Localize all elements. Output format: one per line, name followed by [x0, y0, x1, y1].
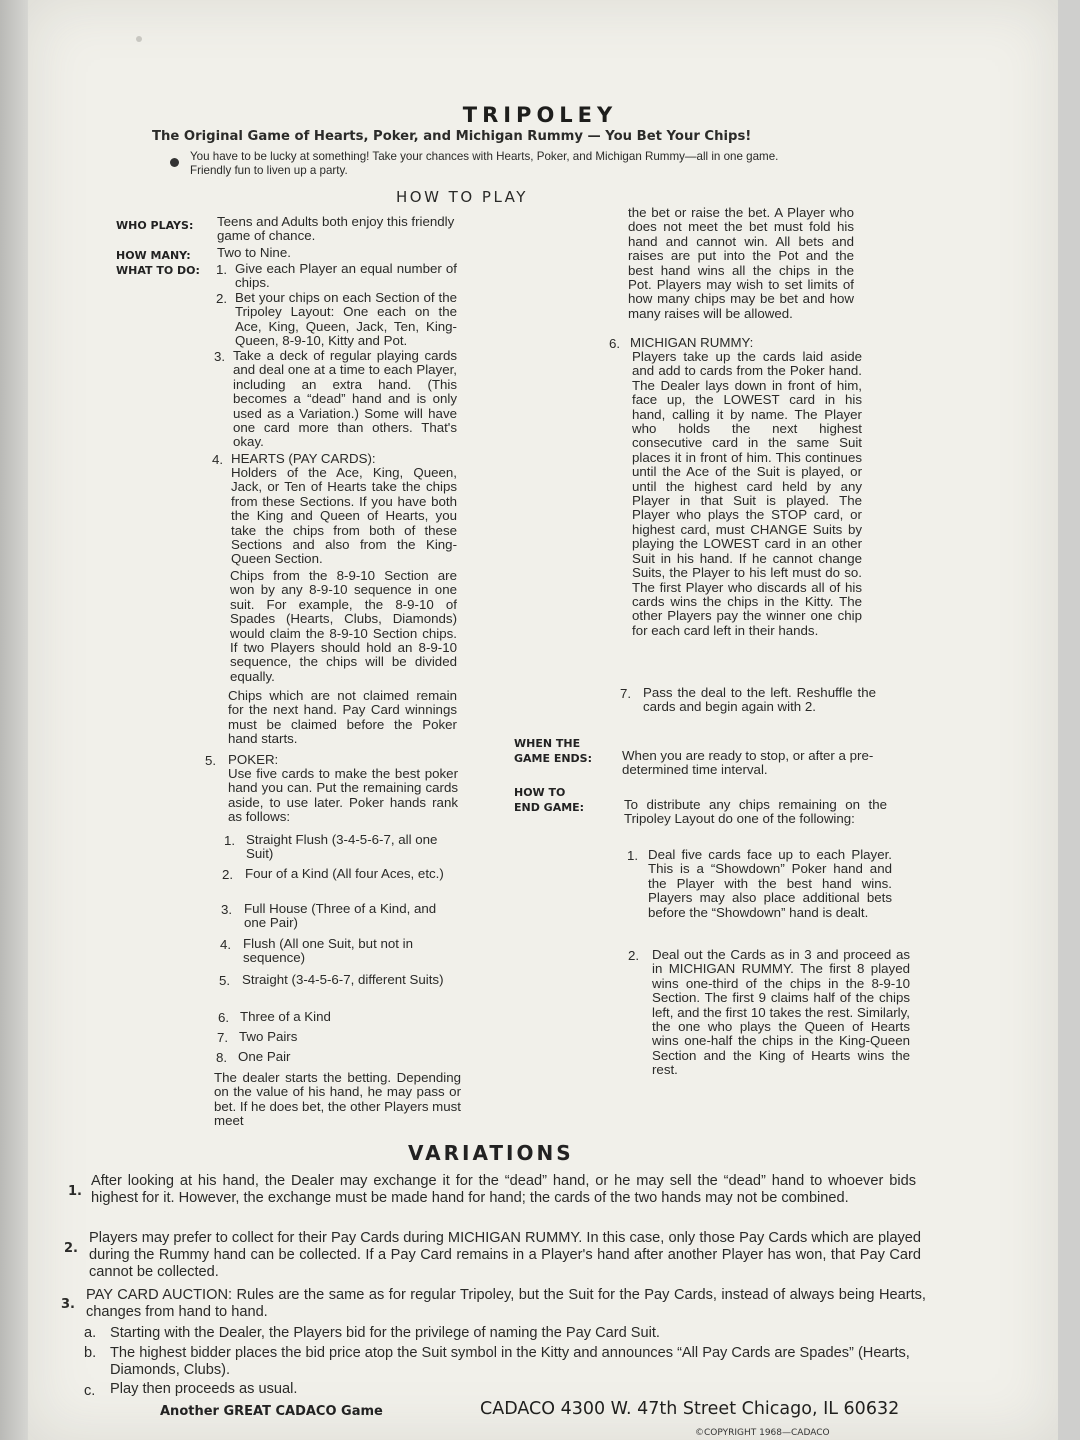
how-many-label: HOW MANY: [116, 249, 191, 262]
rank-number: 3. [221, 902, 233, 917]
step-number: 3. [214, 349, 226, 364]
rank-number: 6. [218, 1010, 230, 1025]
rank-number: 4. [220, 937, 232, 952]
sub-item-letter: a. [84, 1325, 97, 1341]
who-plays-label: WHO PLAYS: [116, 219, 194, 232]
step-text: Give each Player an equal number of chips. [235, 261, 457, 291]
footer-address: CADACO 4300 W. 47th Street Chicago, IL 60632 [480, 1399, 900, 1419]
document-subtitle: The Original Game of Hearts, Poker, and Michigan Rummy — You Bet Your Chips! [152, 129, 752, 144]
rank-text: Straight Flush (3-4-5-6-7, all one Suit) [246, 832, 438, 862]
step-number: 4. [212, 452, 224, 467]
step-text: Bet your chips on each Section of the Tripoley Layout: One each on the Ace, King, Queen, Jack, Ten, King-Queen, 8-9-10, Kitty and Pot. [235, 290, 457, 349]
variation-number: 1. [68, 1184, 82, 1199]
rank-text: Flush (All one Suit, but not in sequence) [243, 936, 413, 966]
what-to-do-label: WHAT TO DO: [116, 264, 200, 277]
step-number: 2. [216, 291, 228, 306]
rank-text: One Pair [238, 1049, 291, 1064]
when-game-ends-text: When you are ready to stop, or after a pre-determined time interval. [622, 748, 874, 778]
sub-item-letter: c. [84, 1383, 96, 1399]
step-text: Pass the deal to the left. Reshuffle the cards and begin again with 2. [643, 685, 876, 715]
hearts-paragraph: Chips from the 8-9-10 Section are won by any 8-9-10 sequence in one suit. For example, the 8-9-10 of Spades (Hearts, Clubs, Diamonds) would claim the 8-9-10 Section chips. If two Players should hold an 8-9-10 sequence, the chips will be divided equally. [230, 568, 457, 684]
step-text: Take a deck of regular playing cards and deal one at a time to each Player, including an extra hand. (This becomes a “dead” hand and is only used as a Variation.) Some will have one card more than others. That's okay. [233, 348, 457, 450]
poker-title: POKER: [228, 752, 279, 767]
rank-number: 2. [222, 867, 234, 882]
hearts-title: HEARTS (PAY CARDS): [231, 451, 376, 466]
how-to-end-label: END GAME: [514, 801, 585, 814]
how-many-text: Two to Nine. [217, 245, 291, 260]
when-game-ends-label: GAME ENDS: [514, 752, 593, 765]
bullet-icon [170, 158, 179, 167]
sub-item-letter: b. [84, 1345, 97, 1361]
how-to-play-heading: HOW TO PLAY [396, 188, 528, 206]
rank-number: 8. [216, 1050, 228, 1065]
hearts-paragraph: Holders of the Ace, King, Queen, Jack, or Ten of Hearts take the chips from these Sections. If you have both the King and Queen of Hearts, you take the chips from both of these Sections and also from the King-Queen Section. [231, 465, 457, 567]
who-plays-text: Teens and Adults both enjoy this friendly game of chance. [217, 214, 455, 244]
poker-paragraph: Use five cards to make the best poker hand you can. Put the remaining cards aside, to use later. Poker hands rank as follows: [228, 766, 458, 825]
footer-tagline: Another GREAT CADACO Game [160, 1404, 383, 1419]
poker-betting-text: The dealer starts the betting. Depending on the value of his hand, he may pass or bet. If he does bet, the other Players must meet [214, 1070, 461, 1129]
rank-number: 5. [219, 973, 231, 988]
how-to-end-text: To distribute any chips remaining on the Tripoley Layout do one of the following: [624, 797, 887, 827]
sub-item-text: Play then proceeds as usual. [110, 1381, 298, 1397]
rank-text: Two Pairs [239, 1029, 298, 1044]
how-to-end-label: HOW TO [514, 786, 566, 799]
rank-text: Four of a Kind (All four Aces, etc.) [245, 866, 444, 881]
option-number: 2. [628, 948, 640, 963]
copyright-notice: ©COPYRIGHT 1968—CADACO [695, 1428, 830, 1438]
rules-sheet [28, 0, 1058, 1440]
poker-betting-continued: the bet or raise the bet. A Player who does not meet the bet must fold his hand and cannot win. All bets and raises are put into the Pot and the best hand wins all the chips in the Pot. Players may wish to set limits of how many chips may be bet and how many raises will be allowed. [628, 205, 854, 321]
variation-text: Players may prefer to collect for their Pay Cards during MICHIGAN RUMMY. In this case, only those Pay Cards which are played during the Rummy hand can be collected. If a Pay Card remains in a Player's hand after another Player has won, that Pay Card cannot be collected. [89, 1230, 921, 1281]
rank-text: Straight (3-4-5-6-7, different Suits) [242, 972, 444, 987]
paper-speck [136, 36, 142, 42]
rank-number: 1. [224, 833, 236, 848]
rank-text: Three of a Kind [240, 1009, 331, 1024]
variation-text: PAY CARD AUCTION: Rules are the same as for regular Tripoley, but the Suit for the Pay Cards, instead of always being Hearts, changes from hand to hand. [86, 1287, 926, 1321]
variations-heading: VARIATIONS [408, 1141, 574, 1165]
step-number: 5. [205, 753, 217, 768]
variation-number: 2. [64, 1241, 78, 1256]
option-number: 1. [627, 848, 639, 863]
document-title: TRIPOLEY [462, 103, 618, 127]
variation-number: 3. [61, 1297, 75, 1312]
sub-item-text: Starting with the Dealer, the Players bid for the privilege of naming the Pay Card Suit. [110, 1325, 660, 1341]
step-number: 6. [609, 336, 621, 351]
option-text: Deal out the Cards as in 3 and proceed as in MICHIGAN RUMMY. The first 8 played wins one-third of the chips in the 8-9-10 Section. The first 9 claims half of the chips left, and the first 10 takes the rest. Similarly, the one who plays the Queen of Hearts wins one-half the chips in the King-Queen Section and the King of Hearts wins the rest. [652, 947, 910, 1078]
variation-text: After looking at his hand, the Dealer may exchange it for the “dead” hand, or he may sell the “dead” hand to whoever bids highest for it. However, the exchange must be made hand for hand; the cards of the two hands may not be combined. [91, 1173, 916, 1207]
option-text: Deal five cards face up to each Player. This is a “Showdown” Poker hand and the Player with the best hand wins. Players may also place additional bets before the “Showdown” hand is dealt. [648, 847, 892, 920]
hearts-paragraph: Chips which are not claimed remain for the next hand. Pay Card winnings must be claimed before the Poker hand starts. [228, 688, 457, 747]
step-number: 7. [620, 686, 632, 701]
step-number: 1. [216, 262, 228, 277]
sub-item-text: The highest bidder places the bid price atop the Suit symbol in the Kitty and announces “All Pay Cards are Spades” (Hearts, Diamonds, Clubs). [110, 1345, 910, 1379]
michigan-rummy-paragraph: Players take up the cards laid aside and add to cards from the Poker hand. The Dealer lays down in front of him, face up, the LOWEST card in his hand, calling it by name. The Player who holds the next highest consecutive card in the same Suit places it in front of him. This continues until the Ace of the Suit is played, or until the highest card held by any Player in that Suit is played. The Player who plays the STOP card, or highest card, must CHANGE Suits by playing the LOWEST card in an other Suit in his hand. If he cannot change Suits, the Player to his left must do so. The first Player who discards all of his cards wins the chips in the Kitty. The other Players pay the winner one chip for each card left in their hands. [632, 349, 862, 638]
michigan-rummy-title: MICHIGAN RUMMY: [630, 335, 754, 350]
rank-number: 7. [217, 1030, 229, 1045]
when-game-ends-label: WHEN THE [514, 737, 581, 750]
page-edge [0, 0, 30, 1440]
rank-text: Full House (Three of a Kind, and one Pair) [244, 901, 437, 931]
intro-text: You have to be lucky at something! Take your chances with Hearts, Poker, and Michigan Rummy—all in one game. Friendly fun to liven up a party. [190, 150, 779, 177]
